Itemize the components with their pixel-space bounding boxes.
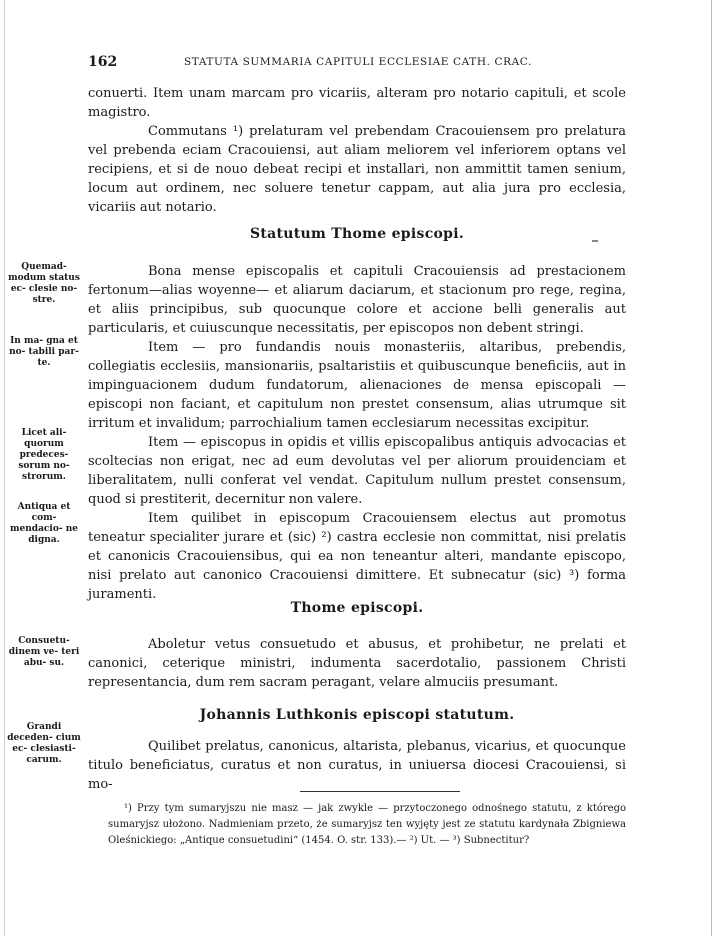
paragraph-continuation: conuerti. Item unam marcam pro vicariis, alteram pro notario capituli, et scole magistro. [88, 86, 626, 120]
footnotes [108, 801, 626, 849]
opening-block [88, 84, 626, 217]
marginal-note: In ma- gna et no- tabili par- te. [9, 336, 79, 368]
paragraph-item-quilibet: Item quilibet in episcopum Cracouiensem electus aut promotus teneatur specialiter jurare et (sic) ²) castra ecclesie non committat, nisi prelatis et canonicis Cracouiensibus, qui ea non teneantur alteri, mandante episcopo, nisi prelato aut canonico Cracouiensi dimittere. Et subnecatur (sic) ³) forma juramenti. [88, 511, 626, 602]
paragraph-item-fundandis: Item — pro fundandis nouis monasteriis, altaribus, prebendis, collegiatis ecclesiis, mansionariis, psaltaristiis et quibuscunque beneficiis, aut in impinguacionem dudum fundatorum, alienaciones de mensa episcopali — episcopi non faciant, et capitulum non prestet consensum, alias utrumque sit irritum et invalidum; parrochialium tamen ecclesiarum necessitas excipitur. [88, 340, 626, 431]
paragraph-aboletur: Aboletur vetus consuetudo et abusus, et prohibetur, ne prelati et canonici, ceterique ministri, indumenta sacerdotalio, passionem Christi representancia, dum rem sacram peragant, velare almuciis presumant. [88, 637, 626, 690]
statute-block-johannis [88, 737, 626, 794]
footnote-text: ¹) Przy tym sumaryjszu nie masz — jak zwykle — przytoczonego odnośnego statutu, z którego sumaryjsz ułożono. Nadmieniam przeto, że sumaryjsz ten wyjęty jest ze statutu kardynała Zbigniewa Oleśnickiego: „Antique consuetudini“ (1454. O. str. 133).— ²) Ut. — ³) Subnectitur? [108, 803, 626, 846]
marginal-note: Grandi deceden- cium ec- clesiasti- carum. [7, 722, 81, 765]
page-header [88, 54, 628, 72]
paragraph-quilibet-prelatus: Quilibet prelatus, canonicus, altarista, plebanus, vicarius, et quocunque titulo beneficiatus, curatus et non curatus, in uniuersa diocesi Cracouiensi, si mo- [88, 739, 626, 792]
footnote-rule [300, 791, 460, 792]
marginal-note: Quemad- modum status ec- clesie no- stre. [8, 262, 80, 305]
statute-block-thome-2 [88, 635, 626, 692]
running-title: STATUTA SUMMARIA CAPITULI ECCLESIAE CATH. CRAC. [184, 56, 532, 68]
paragraph-bona-mense: Bona mense episcopalis et capituli Cracouiensis ad prestacionem fertonum—alias woyenne— et aliarum daciarum, et stacionum pro rege, regina, et aliis principibus, sub quocunque colore et accione belli generalis aut particularis, et cuiuscunque necessitatis, per episcopos non debent stringi. [88, 264, 626, 336]
page-number: 162 [88, 54, 118, 70]
paragraph-commutans: Commutans ¹) prelaturam vel prebendam Cracouiensem pro prelatura vel prebenda eciam Cracouiensi, aut aliam meliorem vel inferiorem optans vel recipiens, et si de nouo debeat recipi et installari, non ammittit tamen senium, locum aut ordinem, nec soluere tenetur cappam, aut alia jura pro ecclesia, vicariis aut notario. [88, 124, 626, 215]
heading-statutum-thome: Statutum Thome episcopi. [249, 226, 465, 242]
paragraph-item-episcopus: Item — episcopus in opidis et villis episcopalibus antiquis advocacias et scoltecias non erigat, nec ad eum devolutas vel per aliorum prouidenciam et liberalitatem, nulli conferat vel vendat. Capitulum nullum prestet consensum, quod si prestiterit, decernitur non valere. [88, 435, 626, 507]
marginal-note: Antiqua et com- mendacio- ne digna. [10, 502, 78, 545]
marginal-note: Licet ali- quorum predeces- sorum no- strorum. [18, 428, 70, 482]
heading-johannis-luthkonis: Johannis Luthkonis episcopi statutum. [199, 707, 515, 723]
stray-mark [592, 240, 598, 242]
heading-thome-episcopi: Thome episcopi. [290, 600, 424, 616]
marginal-note: Consuetu- dinem ve- teri abu- su. [8, 636, 80, 668]
page-edge-right [711, 0, 720, 936]
statute-block-thome [88, 262, 626, 604]
